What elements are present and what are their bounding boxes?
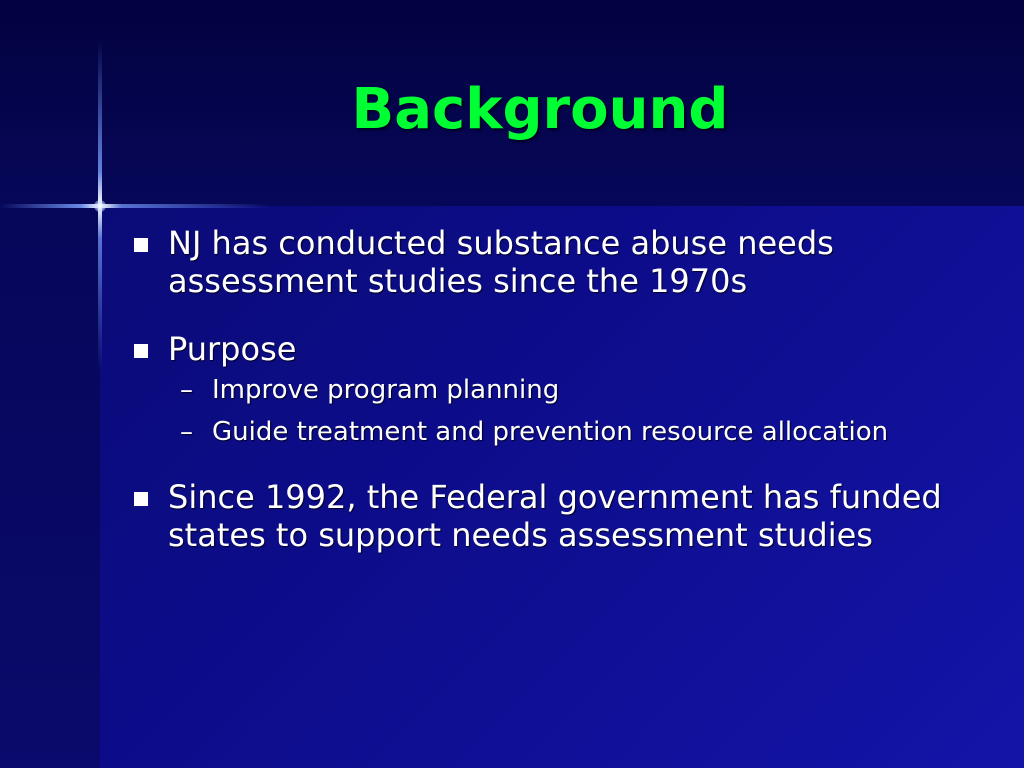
sub-item-text: Guide treatment and prevention resource allocation xyxy=(212,417,889,447)
sub-item-text: Improve program planning xyxy=(212,375,560,405)
dash-marker: – xyxy=(180,375,193,405)
bullet-text: Purpose xyxy=(168,330,297,368)
bullet-text: Since 1992, the Federal government has funded states to support needs assessment studies xyxy=(168,478,942,554)
sub-item-1 xyxy=(132,374,972,406)
square-bullet-icon xyxy=(134,492,148,506)
sparkle-star-icon xyxy=(94,200,106,212)
bullet-item-3 xyxy=(132,478,972,554)
sub-item-2 xyxy=(132,416,972,448)
bullet-item-2 xyxy=(132,330,972,368)
bullet-text: NJ has conducted substance abuse needs assessment studies since the 1970s xyxy=(168,224,834,300)
sparkle-horizontal-line xyxy=(0,204,270,208)
slide-content xyxy=(132,224,972,554)
slide-title: Background xyxy=(351,77,729,142)
dash-marker: – xyxy=(180,417,193,447)
square-bullet-icon xyxy=(134,238,148,252)
square-bullet-icon xyxy=(134,344,148,358)
left-band xyxy=(0,206,100,768)
bullet-item-1 xyxy=(132,224,972,300)
